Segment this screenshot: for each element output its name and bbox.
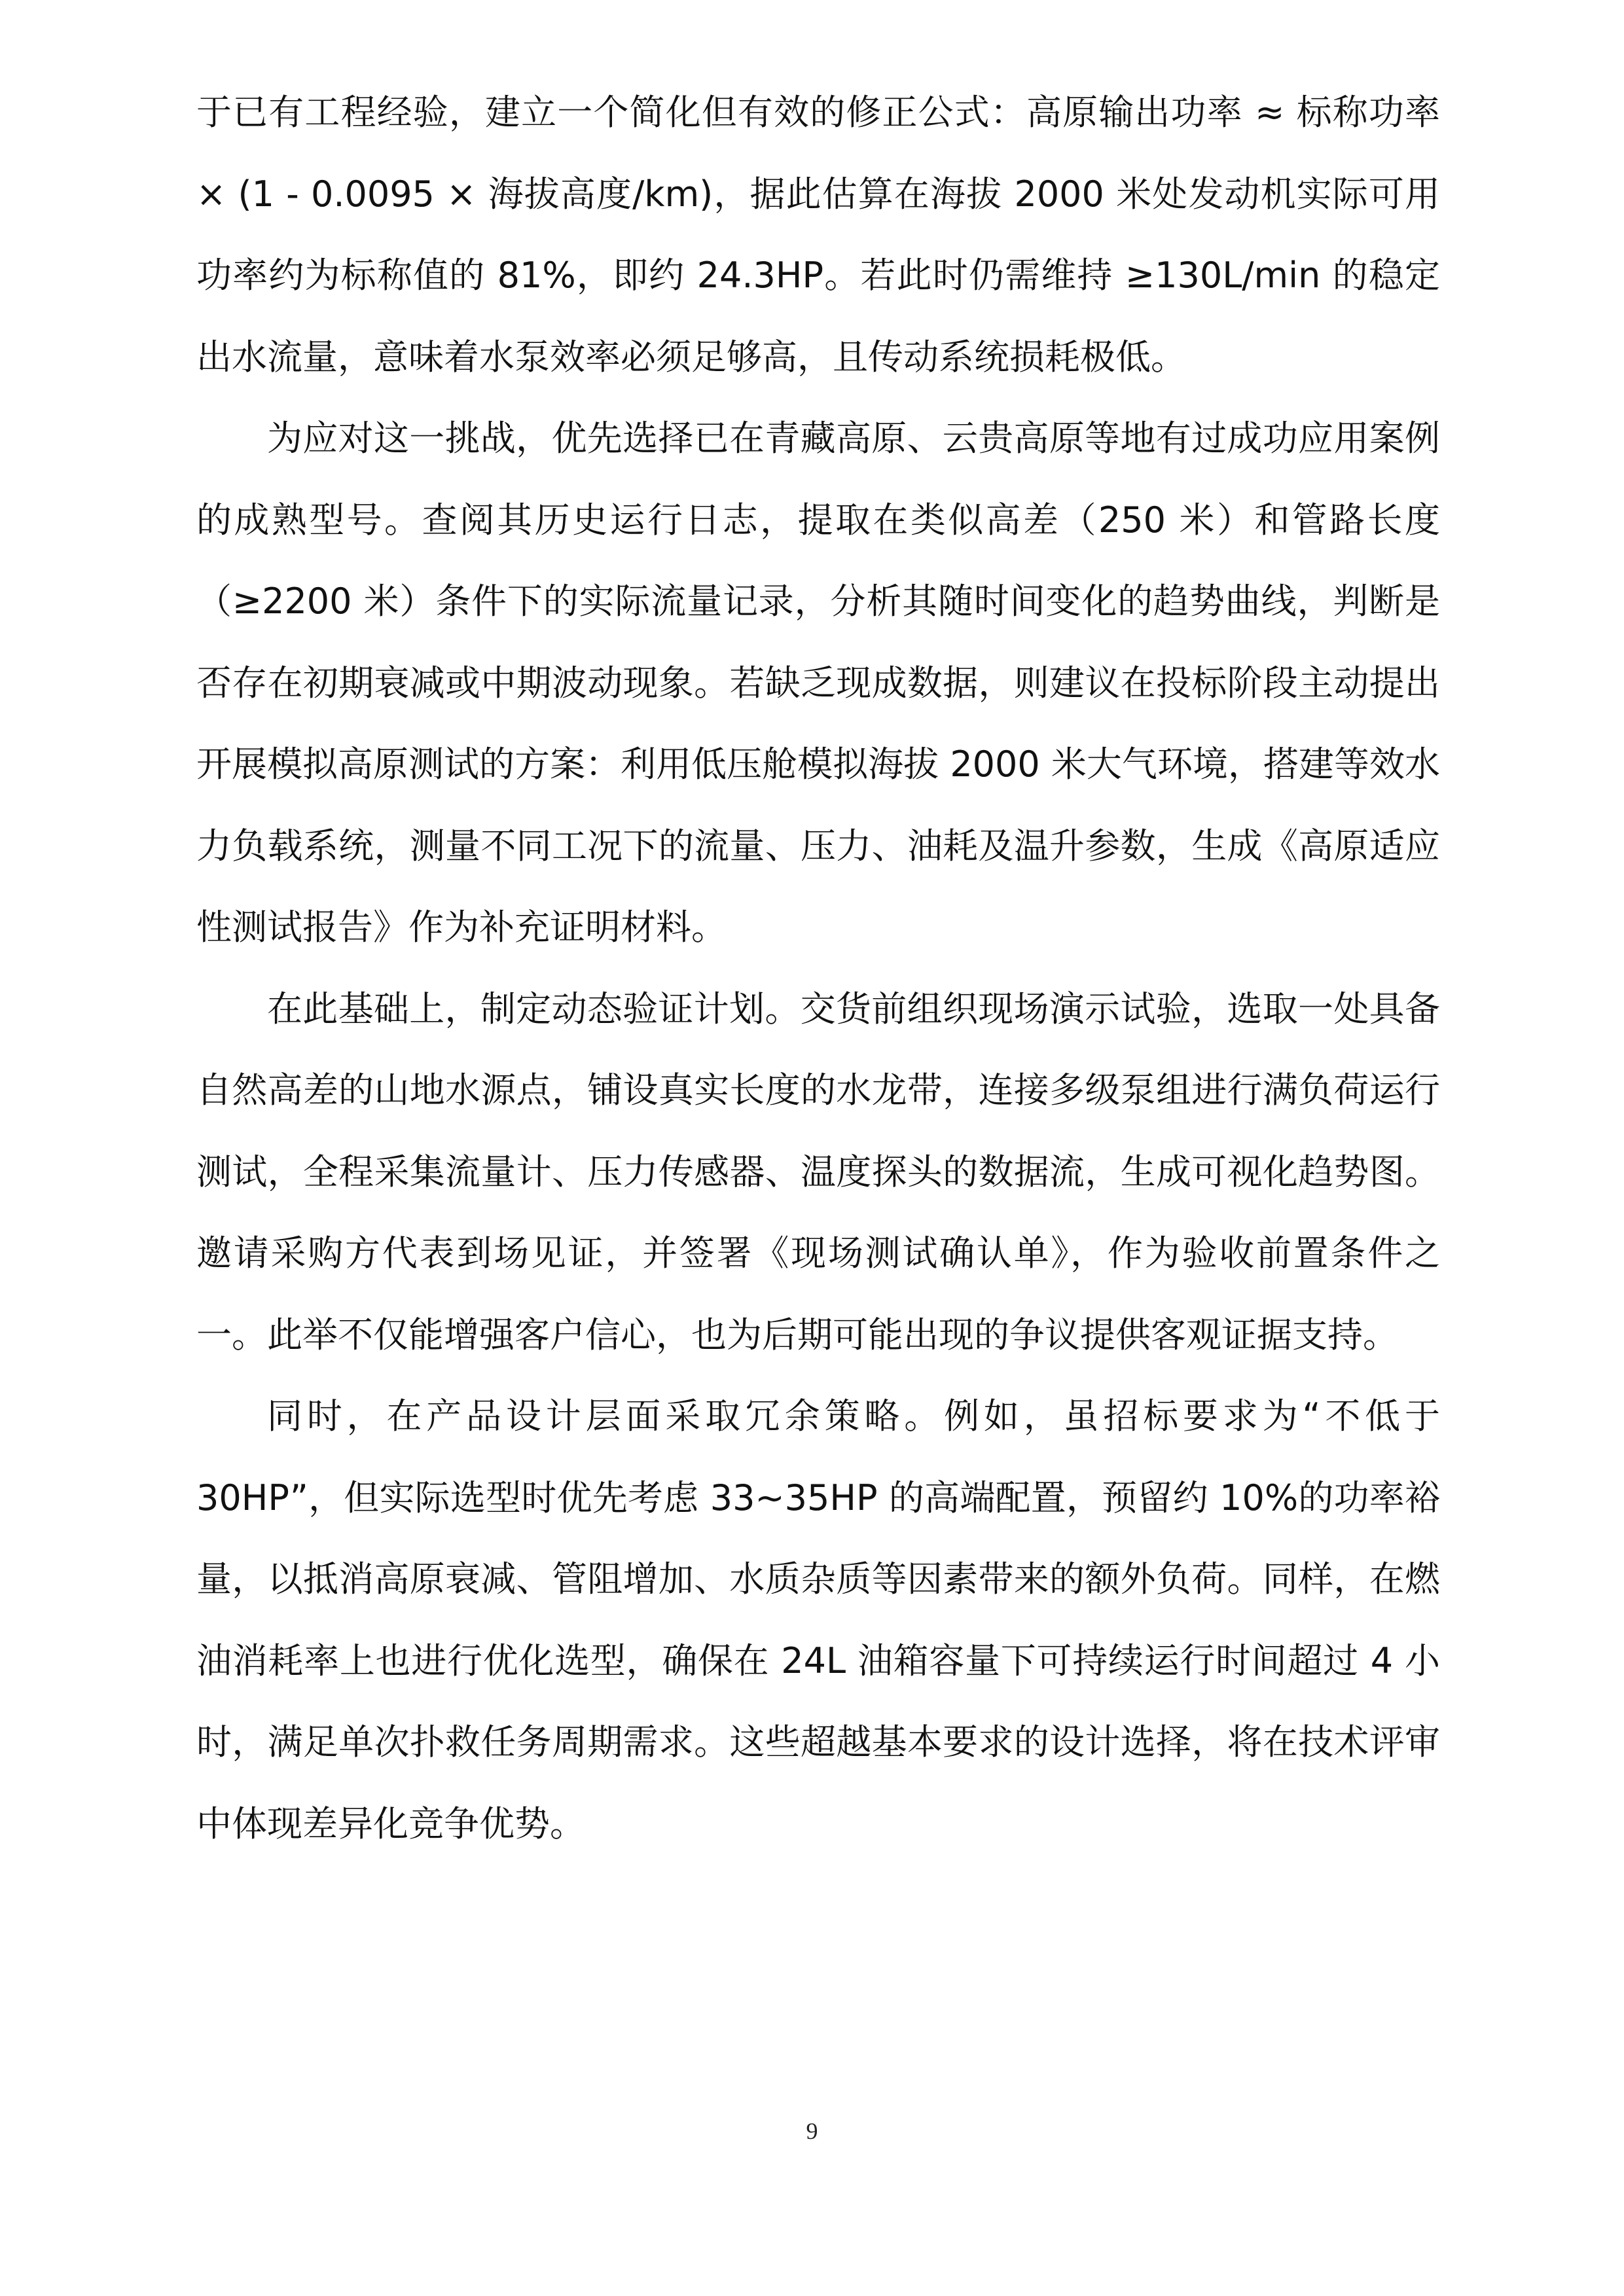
page-number: 9 bbox=[806, 2118, 818, 2144]
paragraph: 在此基础上，制定动态验证计划。交货前组织现场演示试验，选取一处具备自然高差的山地水源点，铺设真实长度的水龙带，连接多级泵组进行满负荷运行测试，全程采集流量计、压力传感器、温度探头的数据流，生成可视化趋势图。邀请采购方代表到场见证，并签署《现场测试确认单》，作为验收前置条件之一。此举不仅能增强客户信心，也为后期可能出现的争议提供客观证据支持。 bbox=[196, 988, 1440, 1355]
body-text bbox=[196, 72, 1440, 1865]
paragraph: 为应对这一挑战，优先选择已在青藏高原、云贵高原等地有过成功应用案例的成熟型号。查阅其历史运行日志，提取在类似高差（250 米）和管路长度（≥2200 米）条件下的实际流量记录，分析其随时间变化的趋势曲线，判断是否存在初期衰减或中期波动现象。若缺乏现成数据，则建议在投标阶段主动提出开展模拟高原测试的方案：利用低压舱模拟海拔 2000 米大气环境，搭建等效水力负载系统，测量不同工况下的流量、压力、油耗及温升参数，生成《高原适应性测试报告》作为补充证明材料。 bbox=[196, 418, 1440, 948]
paragraph: 同时，在产品设计层面采取冗余策略。例如，虽招标要求为“不低于 30HP”，但实际选型时优先考虑 33~35HP 的高端配置，预留约 10%的功率裕量，以抵消高原衰减、管阻增加、水质杂质等因素带来的额外负荷。同样，在燃油消耗率上也进行优化选型，确保在 24L 油箱容量下可持续运行时间超过 4 小时，满足单次扑救任务周期需求。这些超越基本要求的设计选择，将在技术评审中体现差异化竞争优势。 bbox=[196, 1395, 1440, 1844]
paragraph-continuation: 于已有工程经验，建立一个简化但有效的修正公式：高原输出功率 ≈ 标称功率 × (1 - 0.0095 × 海拔高度/km)，据此估算在海拔 2000 米处发动机实际可用功率约为标称值的 81%，即约 24.3HP。若此时仍需维持 ≥130L/min 的稳定出水流量，意味着水泵效率必须足够高，且传动系统损耗极低。 bbox=[196, 92, 1441, 378]
